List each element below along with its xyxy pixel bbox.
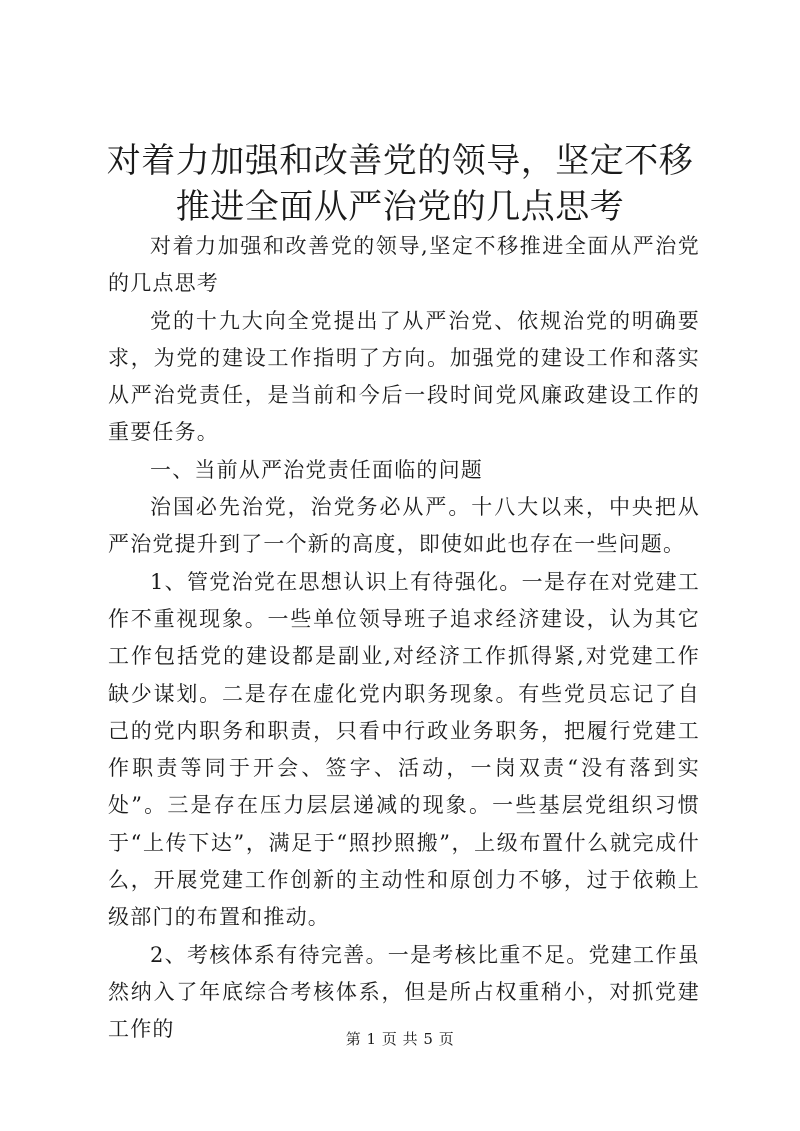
page-footer: 第 1 页 共 5 页 <box>345 1030 455 1048</box>
paragraph-point-2: 2、考核体系有待完善。一是考核比重不足。党建工作虽然纳入了年底综合考核体系，但是所占权重稍小，对抓党建工作的 <box>108 942 700 1042</box>
paragraph-governance: 治国必先治党，治党务必从严。十八大以来，中央把从严治党提升到了一个新的高度，即使如此也存在一些问题。 <box>108 495 700 557</box>
section-heading-problems: 一、当前从严治党责任面临的问题 <box>150 457 483 482</box>
document-title: 对着力加强和改善党的领导，坚定不移推进全面从严治党的几点思考 <box>106 141 694 227</box>
paragraph-intro: 党的十九大向全党提出了从严治党、依规治党的明确要求，为党的建设工作指明了方向。加强党的建设工作和落实从严治党责任，是当前和今后一段时间党风廉政建设工作的重要任务。 <box>108 308 700 445</box>
document-body <box>108 228 700 1049</box>
paragraph-restated-title: 对着力加强和改善党的领导,坚定不移推进全面从严治党的几点思考 <box>108 234 700 296</box>
paragraph-point-1: 1、管党治党在思想认识上有待强化。一是存在对党建工作不重视现象。一些单位领导班子追求经济建设，认为其它工作包括党的建设都是副业,对经济工作抓得紧,对党建工作缺少谋划。二是存在虚化党内职务现象。有些党员忘记了自己的党内职务和职责，只看中行政业务职务，把履行党建工作职责等同于开会、签字、活动，一岗双责“没有落到实处”。三是存在压力层层递减的现象。一些基层党组织习惯于“上传下达”，满足于“照抄照搬”，上级布置什么就完成什么，开展党建工作创新的主动性和原创力不够，过于依赖上级部门的布置和推动。 <box>108 569 700 930</box>
